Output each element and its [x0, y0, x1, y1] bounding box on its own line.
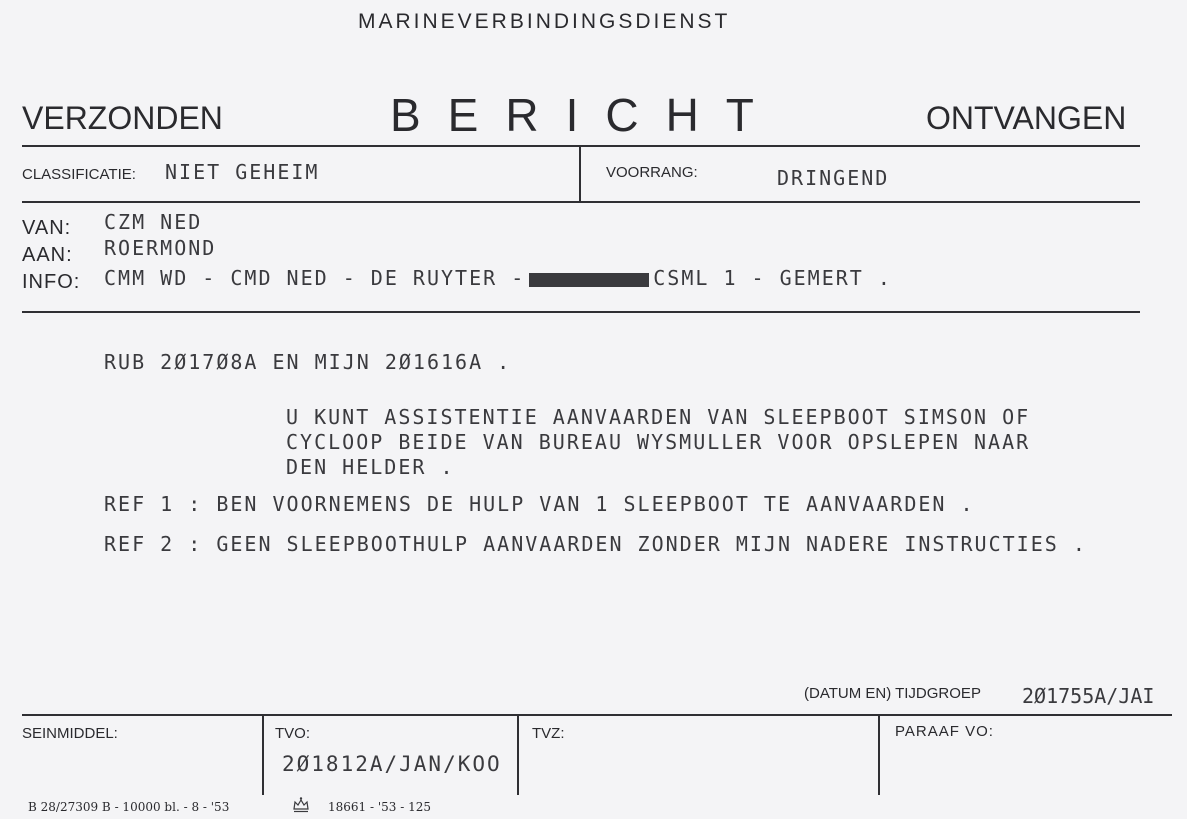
- addressing-divider: [22, 311, 1140, 313]
- body-line: RUB 2Ø17Ø8A EN MIJN 2Ø1616A .: [104, 350, 512, 374]
- box-divider: [262, 715, 264, 795]
- print-code-left: B 28/27309 B - 10000 bl. - 8 - '53: [28, 800, 230, 814]
- classification-value: NIET GEHEIM: [165, 160, 320, 184]
- datetime-group-value: 2Ø1755A/JAI: [1022, 684, 1155, 708]
- body-line: REF 1 : BEN VOORNEMENS DE HULP VAN 1 SLEEPBOOT TE AANVAARDEN .: [104, 492, 975, 516]
- aan-label: AAN:: [22, 244, 73, 266]
- header-divider: [22, 145, 1140, 147]
- crown-emblem-icon: [292, 796, 310, 814]
- body-line: DEN HELDER .: [286, 455, 455, 479]
- info-value-part-a: CMM WD - CMD NED - DE RUYTER -: [104, 266, 526, 290]
- info-label: INFO:: [22, 271, 81, 293]
- sent-label: VERZONDEN: [22, 100, 223, 136]
- box-divider: [878, 715, 880, 795]
- seinmiddel-label: SEINMIDDEL:: [22, 725, 118, 742]
- form-title: BERICHT: [390, 89, 781, 141]
- classification-label: CLASSIFICATIE:: [22, 166, 136, 183]
- service-name: MARINEVERBINDINGSDIENST: [358, 10, 731, 33]
- classification-divider: [579, 146, 581, 202]
- tvo-value: 2Ø1812A/JAN/KOO: [282, 752, 502, 776]
- datetime-group-label: (DATUM EN) TIJDGROEP: [804, 685, 981, 702]
- tvz-label: TVZ:: [532, 725, 565, 742]
- body-line: CYCLOOP BEIDE VAN BUREAU WYSMULLER VOOR OPSLEPEN NAAR: [286, 430, 1031, 454]
- body-line: U KUNT ASSISTENTIE AANVAARDEN VAN SLEEPBOOT SIMSON OF: [286, 405, 1031, 429]
- received-label: ONTVANGEN: [926, 100, 1127, 136]
- info-value-part-b: CSML 1 - GEMERT .: [653, 266, 892, 290]
- redacted-text: [529, 273, 649, 287]
- body-line: REF 2 : GEEN SLEEPBOOTHULP AANVAARDEN ZONDER MIJN NADERE INSTRUCTIES .: [104, 532, 1087, 556]
- classification-bottom-divider: [22, 201, 1140, 203]
- paraaf-label: PARAAF VO:: [895, 723, 994, 740]
- tvo-label: TVO:: [275, 725, 311, 742]
- bottom-divider: [22, 714, 1172, 716]
- priority-value: DRINGEND: [777, 166, 890, 190]
- priority-label: VOORRANG:: [606, 164, 698, 181]
- print-code-right: 18661 - '53 - 125: [328, 800, 432, 814]
- info-value: [104, 266, 892, 290]
- aan-value: ROERMOND: [104, 236, 217, 260]
- van-value: CZM NED: [104, 210, 203, 234]
- van-label: VAN:: [22, 217, 72, 239]
- box-divider: [517, 715, 519, 795]
